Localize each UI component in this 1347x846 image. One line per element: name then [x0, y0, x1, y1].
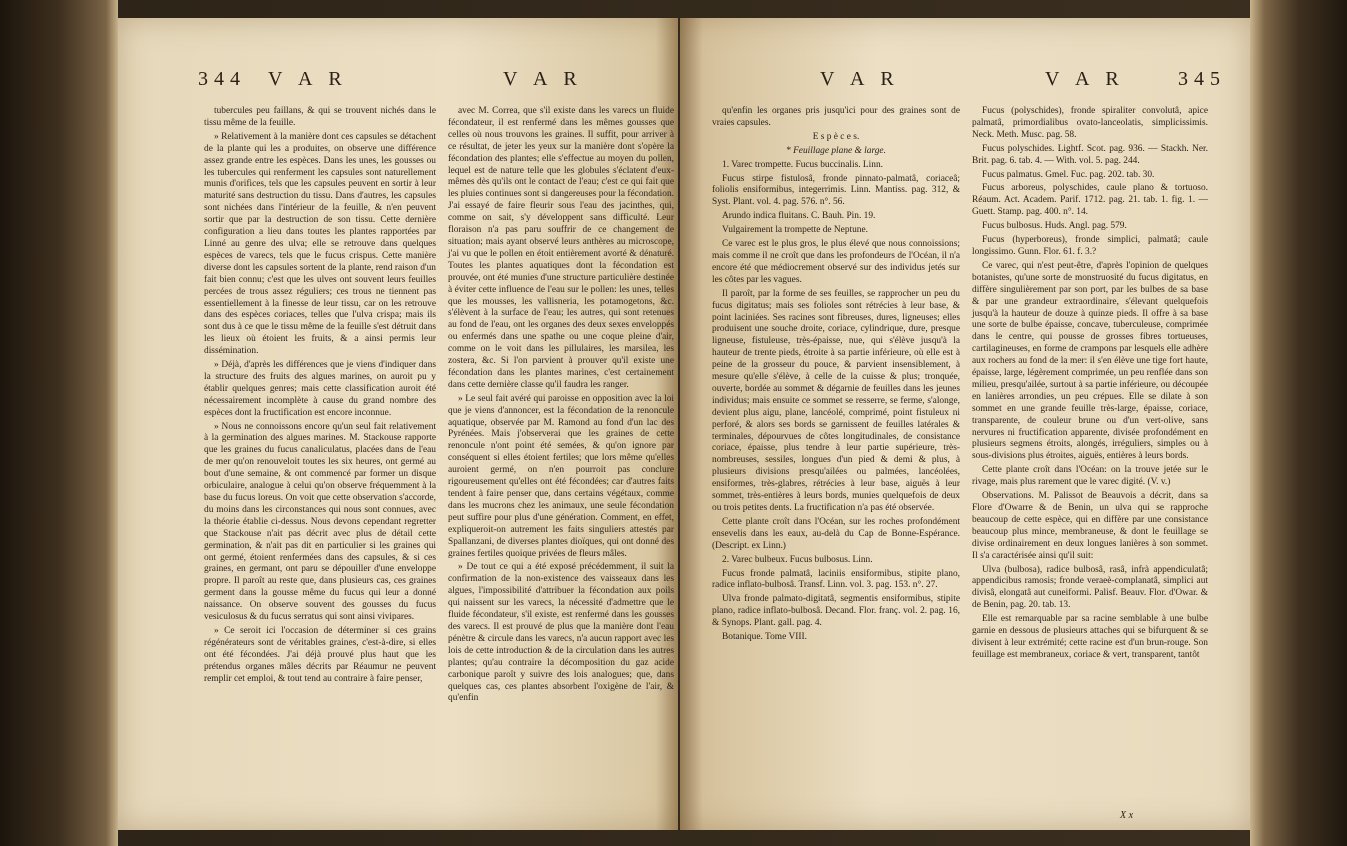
right-page — [680, 18, 1250, 830]
left-column-2 — [448, 106, 674, 707]
paragraph: Fucus arboreus, polyschides, caule plano & tortuoso. Réaum. Act. Academ. Parif. 1712. pag. 21. tab. 1. fig. 1. — Guett. Stamp. pag. 400. n°. 14. — [972, 183, 1208, 218]
paragraph: 2. Varec bulbeux. Fucus bulbosus. Linn. — [722, 554, 873, 565]
paragraph: » De tout ce qui a été exposé précédemment, il suit la confirmation de la non-existence des vaisseaux dans les algues, l'impossibilité d'attribuer la fécondation aux poils qui naissent sur les varecs, la nécessité d'admettre que le fluide fécondateur, s'il existe, est renfermé dans les gousses des varecs. Il est prouvé de plus que la manière dont l'eau pénètre & circule dans les varecs, n'a aucun rapport avec les lois de cette introduction & de la circulation dans les autres plantes; qu'au contraire la décomposition du gaz acide carbonique paroît y suivre des lois analogues; que, dans quelques cas, ces plantes absorbent l'oxigène de l'air, & qu'enfin — [448, 562, 674, 704]
paragraph: » Ce seroit ici l'occasion de déterminer si ces grains régénérateurs sont de véritables graines, c'est-à-dire, si elles ont été fécondées. J'ai déjà prouvé plus haut que les prétendus organes mâles décrits par Réaumur ne peuvent remplir cet emploi, & tout tend au contraire à faire penser, — [204, 625, 436, 684]
paragraph: Cette plante croît dans l'Océan, sur les roches profondément ensevelis dans les eaux, au-delà du Cap de Bonne-Espérance. (Descript. ex Linn.) — [712, 516, 960, 551]
paragraph: Arundo indica fluitans. C. Bauh. Pin. 19. — [722, 211, 876, 222]
book-edge-left — [0, 0, 118, 846]
paragraph: Il paroît, par la forme de ses feuilles, se rapprocher un peu du fucus digitatus; mais ses folioles sont rétrécies à leur base, & point laciniées. Ses racines sont fibreuses, dures, ligneuses; elles produisent une souche droite, coriace, cylindrique, dure, presque ligneuse, fistuleuse, très-épaisse, nue, qui s'élève jusqu'à la hauteur de trente pieds, étroite à sa partie inférieure, où elle est à peine de la grosseur du pouce, & parvient insensiblement, à mesure qu'elle s'élève, à celle de la cuisse & plus; tronquée, ouverte, bordée au sommet & dégarnie de feuilles dans les jeunes individus; mais ensuite ce sommet se resserre, se ferme, s'alonge, devient plus aigu, plane, lancéolé, comprimé, point fistuleux ni perforé, & alors ses bords se garnissent de feuilles latérales & terminales, dépourvues de côtes longitudinales, de consistance coriace, épaisse, plus tendre à leur partie supérieure, très-nombreuses, sessiles, longues d'un pied & demi & plus, à plusieurs divisions presqu'ailées ou palmées, lancéolées, ensiformes, très-glabres, rétrécies à leur base, aiguës à leur sommet, très-entières à leurs bords, munies quelquefois de deux ou trois petites dents. La fructification n'a pas été observée. — [712, 288, 960, 513]
right-page-number: 345 — [1178, 68, 1226, 90]
paragraph: Fucus polyschides. Lightf. Scot. pag. 936. — Stackh. Ner. Brit. pag. 6. tab. 4. — With. vol. 5. pag. 244. — [972, 143, 1208, 166]
paragraph: » Déjà, d'après les différences que je viens d'indiquer dans la structure des fruits des algues marines, on auroit pu y établir quelques genres; mais cette classification auroit été nécessairement incomplète à cause du grand nombre des espèces dont la fructification est encore inconnue. — [204, 360, 436, 418]
right-column-2 — [972, 106, 1208, 664]
paragraph: » Relativement à la manière dont ces capsules se détachent de la plante qui les a produites, on observe une différence assez grande entre les espèces. Dans les unes, les gousses ou les tubercules qui renferment les capsules sont naturellement munis d'orifices, tels que les capsules peuvent en sortir à leur maturité sans destruction du tissu. Dans d'autres, les capsules sont nichées dans l'intérieur de la feuille, & n'en peuvent sortir que par la destruction de son tissu. Cette dernière configuration a lieu dans toutes les plantes rapportées par Linné au genre des ulva; elle se retrouve dans quelques espèces de varecs, tels que le fucus crispus. Cette manière diverse dont les capsules sortent de la plante, rend raison d'un fait bien connu; c'est que les ulves ont souvent leurs feuilles percées de trous assez réguliers; ces trous ne tiennent pas essentiellement à la finesse de leur tissu, car on les retrouve dans des espèces coriaces, telles que l'ulva crispa; mais ils sont dus à ce que le tissu même de la feuille s'est détruit dans les lieux où étoient les fruits, & a ainsi permis leur dissémination. — [204, 131, 436, 357]
right-running-head-1: V A R — [820, 68, 900, 90]
paragraph: Fucus fronde palmatâ, laciniis ensiformibus, stipite plano, radice inflato-bulbosâ. Transf. Linn. vol. 3. pag. 153. n°. 27. — [712, 568, 960, 591]
paragraph: Fucus bulbosus. Huds. Angl. pag. 579. — [982, 221, 1127, 232]
paragraph: Ce varec est le plus gros, le plus élevé que nous connoissions; mais comme il ne croît que dans les profondeurs de l'Océan, il n'a encore été que médiocrement observé sur des individus jetés sur les côtes par les vagues. — [712, 239, 960, 285]
paragraph: qu'enfin les organes pris jusqu'ici pour des graines sont de vraies capsules. — [712, 106, 960, 128]
paragraph: Observations. M. Palissot de Beauvois a décrit, dans sa Flore d'Owarre & de Benin, un ulva qui se rapproche beaucoup de cette espèce, qui en diffère par une consistance beaucoup plus mince, membraneuse, & dont le feuillage se divise ordinairement en deux longues lanières à son sommet. Il s'a caractérisée ainsi qu'il suit: — [972, 491, 1208, 561]
right-column-1 — [712, 106, 960, 646]
left-page-number: 344 — [198, 68, 246, 90]
paragraph: » Le seul fait avéré qui paroisse en opposition avec la loi que je viens d'annoncer, est la fécondation de la renoncule aquatique, observée par M. Ramond au fond d'un lac des Pyrénées. Mais j'observerai que les graines de cette renoncule n'ont point été semées, & qu'on ignore par conséquent si elles étoient fertiles; que lors même qu'elles auroient germé, on n'en pourroit pas conclure rigoureusement qu'elles ont été fécondées; car d'autres faits tendent à faire penser que, dans certains végétaux, comme dans les mucrons chez les animaux, une seule fécondation peut suffire pour plus d'une génération. Comment, en effet, expliqueroit-on autrement les faits singuliers attestés par Spallanzani, de diverses plantes dioïques, qui ont donné des graines fertiles quoique privées de fleurs mâles. — [448, 393, 674, 559]
paragraph: Fucus (hyperboreus), fronde simplici, palmatâ; caule longissimo. Gunn. Flor. 61. f. 3.? — [972, 235, 1208, 257]
paragraph: Ce varec, qui n'est peut-être, d'après l'opinion de quelques botanistes, qu'une sorte de monstruosité du fucus digitatus, en diffère singulièrement par son port, par les bulbes de sa base & par une grandeur extraordinaire, s'élevant quelquefois jusqu'à la hauteur de douze à quinze pieds. Il offre à sa base une sorte de bulbe épaisse, concave, tuberculeuse, comprimée dans le centre, qui pousse de grosses fibres tortueuses, cartilagineuses, en forme de crampons par lesquels elle adhère aux rochers au fond de la mer: il s'en élève une tige fort haute, épaisse, large, légèrement comprimée, un peu renflée dans son milieu, presqu'ailée, surtout à sa partie inférieure, ou découpée en lanières arrondies, un peu crépues. Elle se dilate à son sommet en une grande feuille très-large, épaisse, coriace, transparente, de couleur brune ou d'un vert-olive, sans nervures ni fructification apparente, divisée profondément en plusieurs segmens étroits, alongés, irréguliers, simples ou à sous-divisions plus étroites, aiguës, entières à leurs bords. — [972, 260, 1208, 462]
paragraph: avec M. Correa, que s'il existe dans les varecs un fluide fécondateur, il est renfermé dans les mêmes gousses que celles où nous trouvons les graines. Il suffit, pour arriver à ce résultat, de jeter les yeux sur la manière dont s'opère la fécondation des plantes; elle s'effectue au moyen du pollen, lequel est de nature telle que les globules s'éclatent d'eux-mêmes dès qu'ils ont le contact de l'eau; c'est ce qui fait que les pluies continues sont si dangereuses pour la fécondation. J'ai essayé de faire fleurir sous l'eau des jacinthes, qui, comme on sait, s'y développent sans difficulté. Leur floraison n'a pas paru souffrir de ce changement de situation; mais ayant observé leurs anthères au microscope, j'ai vu que le pollen en étoit entièrement avorté & dénaturé. Toutes les plantes aquatiques dont la fécondation est prouvée, ont été munies d'une structure particulière destinée à éviter cette influence de l'eau sur le pollen: les unes, telles que les mousses, les vallisneria, les potamogetons, &c. s'élèvent à la surface de l'eau; les autres, qui sont retenues au fond de l'eau, ont les organes des deux sexes enveloppés ou enfermés dans une spathe ou une coque pleine d'air, comme on le voit dans les pillulaires, les marsilea, les zostera, &c. Si l'on parvient à prouver qu'il existe une fécondation dans les plantes marines, c'est certainement dans cette dernière classe qu'il faudra les ranger. — [448, 106, 674, 390]
paragraph: tubercules peu faillans, & qui se trouvent nichés dans le tissu même de la feuille. — [204, 106, 436, 128]
paragraph: Vulgairement la trompette de Neptune. — [722, 225, 868, 236]
paragraph: Cette plante croît dans l'Océan: on la trouve jetée sur le rivage, mais plus rarement que le varec digité. (V. v.) — [972, 465, 1208, 488]
paragraph: Botanique. Tome VIII. — [722, 632, 807, 643]
paragraph: E s p è c e s. — [812, 131, 860, 142]
paragraph: Fucus stirpe fistulosâ, fronde pinnato-palmatâ, coriaceâ; foliolis ensiformibus, integerrimis. Linn. Mantiss. pag. 312, & Syst. Plant. vol. 4. pag. 576. n°. 56. — [712, 173, 960, 208]
paragraph: » Nous ne connoissons encore qu'un seul fait relativement à la germination des algues marines. M. Stackouse rapporte que les graines du fucus canaliculatus, placées dans de l'eau de mer qu'on renouveloit toutes les six heures, ont germé au bout d'une semaine, & ont commencé par former un disque orbiculaire, analogue à celui qu'on observe fréquemment à la base du fucus loreus. On voit que cette observation s'accorde, du moins dans les circonstances qui nous sont connues, avec la théorie établie ci-dessus. Nous devons cependant regretter que Stackouse n'ait pas décrit avec plus de détail cette germination, & n'ait pas dit en particulier si les graines qui ont germé, étoient renfermées dans des capsules, & si ces graines, en germant, ont paru se dépouiller d'une enveloppe propre. Il paroît au reste que, dans plusieurs cas, ces graines germent dans la gousse même du fucus qui leur a donné naissance. On observe souvent des gousses du fucus vesiculosus & du fucus serratus qui sont ainsi vivipares. — [204, 421, 436, 623]
left-column-1 — [204, 106, 436, 688]
paragraph: Ulva (bulbosa), radice bulbosâ, rasâ, infrà appendiculatâ; appendicibus ramosis; fronde veraeè-complanatâ, simplici aut divisâ, elongatâ aut cuneiformi. Palisf. Beauv. Flor. d'Owar. & de Benin, pag. 20. tab. 13. — [972, 564, 1208, 611]
signature-mark: X x — [1120, 810, 1134, 821]
paragraph: Fucus (polyschides), fronde spiraliter convolutâ, apice palmatâ, primordialibus ovato-lanceolatis, simplicissimis. Neck. Meth. Musc. pag. 58. — [972, 106, 1208, 140]
left-page — [118, 18, 678, 830]
right-running-head-2: V A R — [1045, 68, 1125, 90]
paragraph: * Feuillage plane & large. — [786, 145, 886, 156]
left-running-head-2: V A R — [503, 68, 583, 90]
paragraph: 1. Varec trompette. Fucus buccinalis. Linn. — [722, 159, 883, 170]
paragraph: Fucus palmatus. Gmel. Fuc. pag. 202. tab. 30. — [982, 169, 1155, 180]
paragraph: Ulva fronde palmato-digitatâ, segmentis ensiformibus, stipite plano, radice inflato-bulbosâ. Decand. Flor. franç. vol. 2. pag. 16, & Synops. Plant. gall. pag. 4. — [712, 594, 960, 629]
paragraph: Elle est remarquable par sa racine semblable à une bulbe garnie en dessous de plusieurs attaches qui se bifurquent & se divisent à leur extrémité; cette racine est d'un brun-rouge. Son feuillage est membraneux, coriace & vert, transparent, tantôt — [972, 614, 1208, 660]
left-running-head-1: V A R — [268, 68, 348, 90]
book-edge-right — [1250, 0, 1347, 846]
